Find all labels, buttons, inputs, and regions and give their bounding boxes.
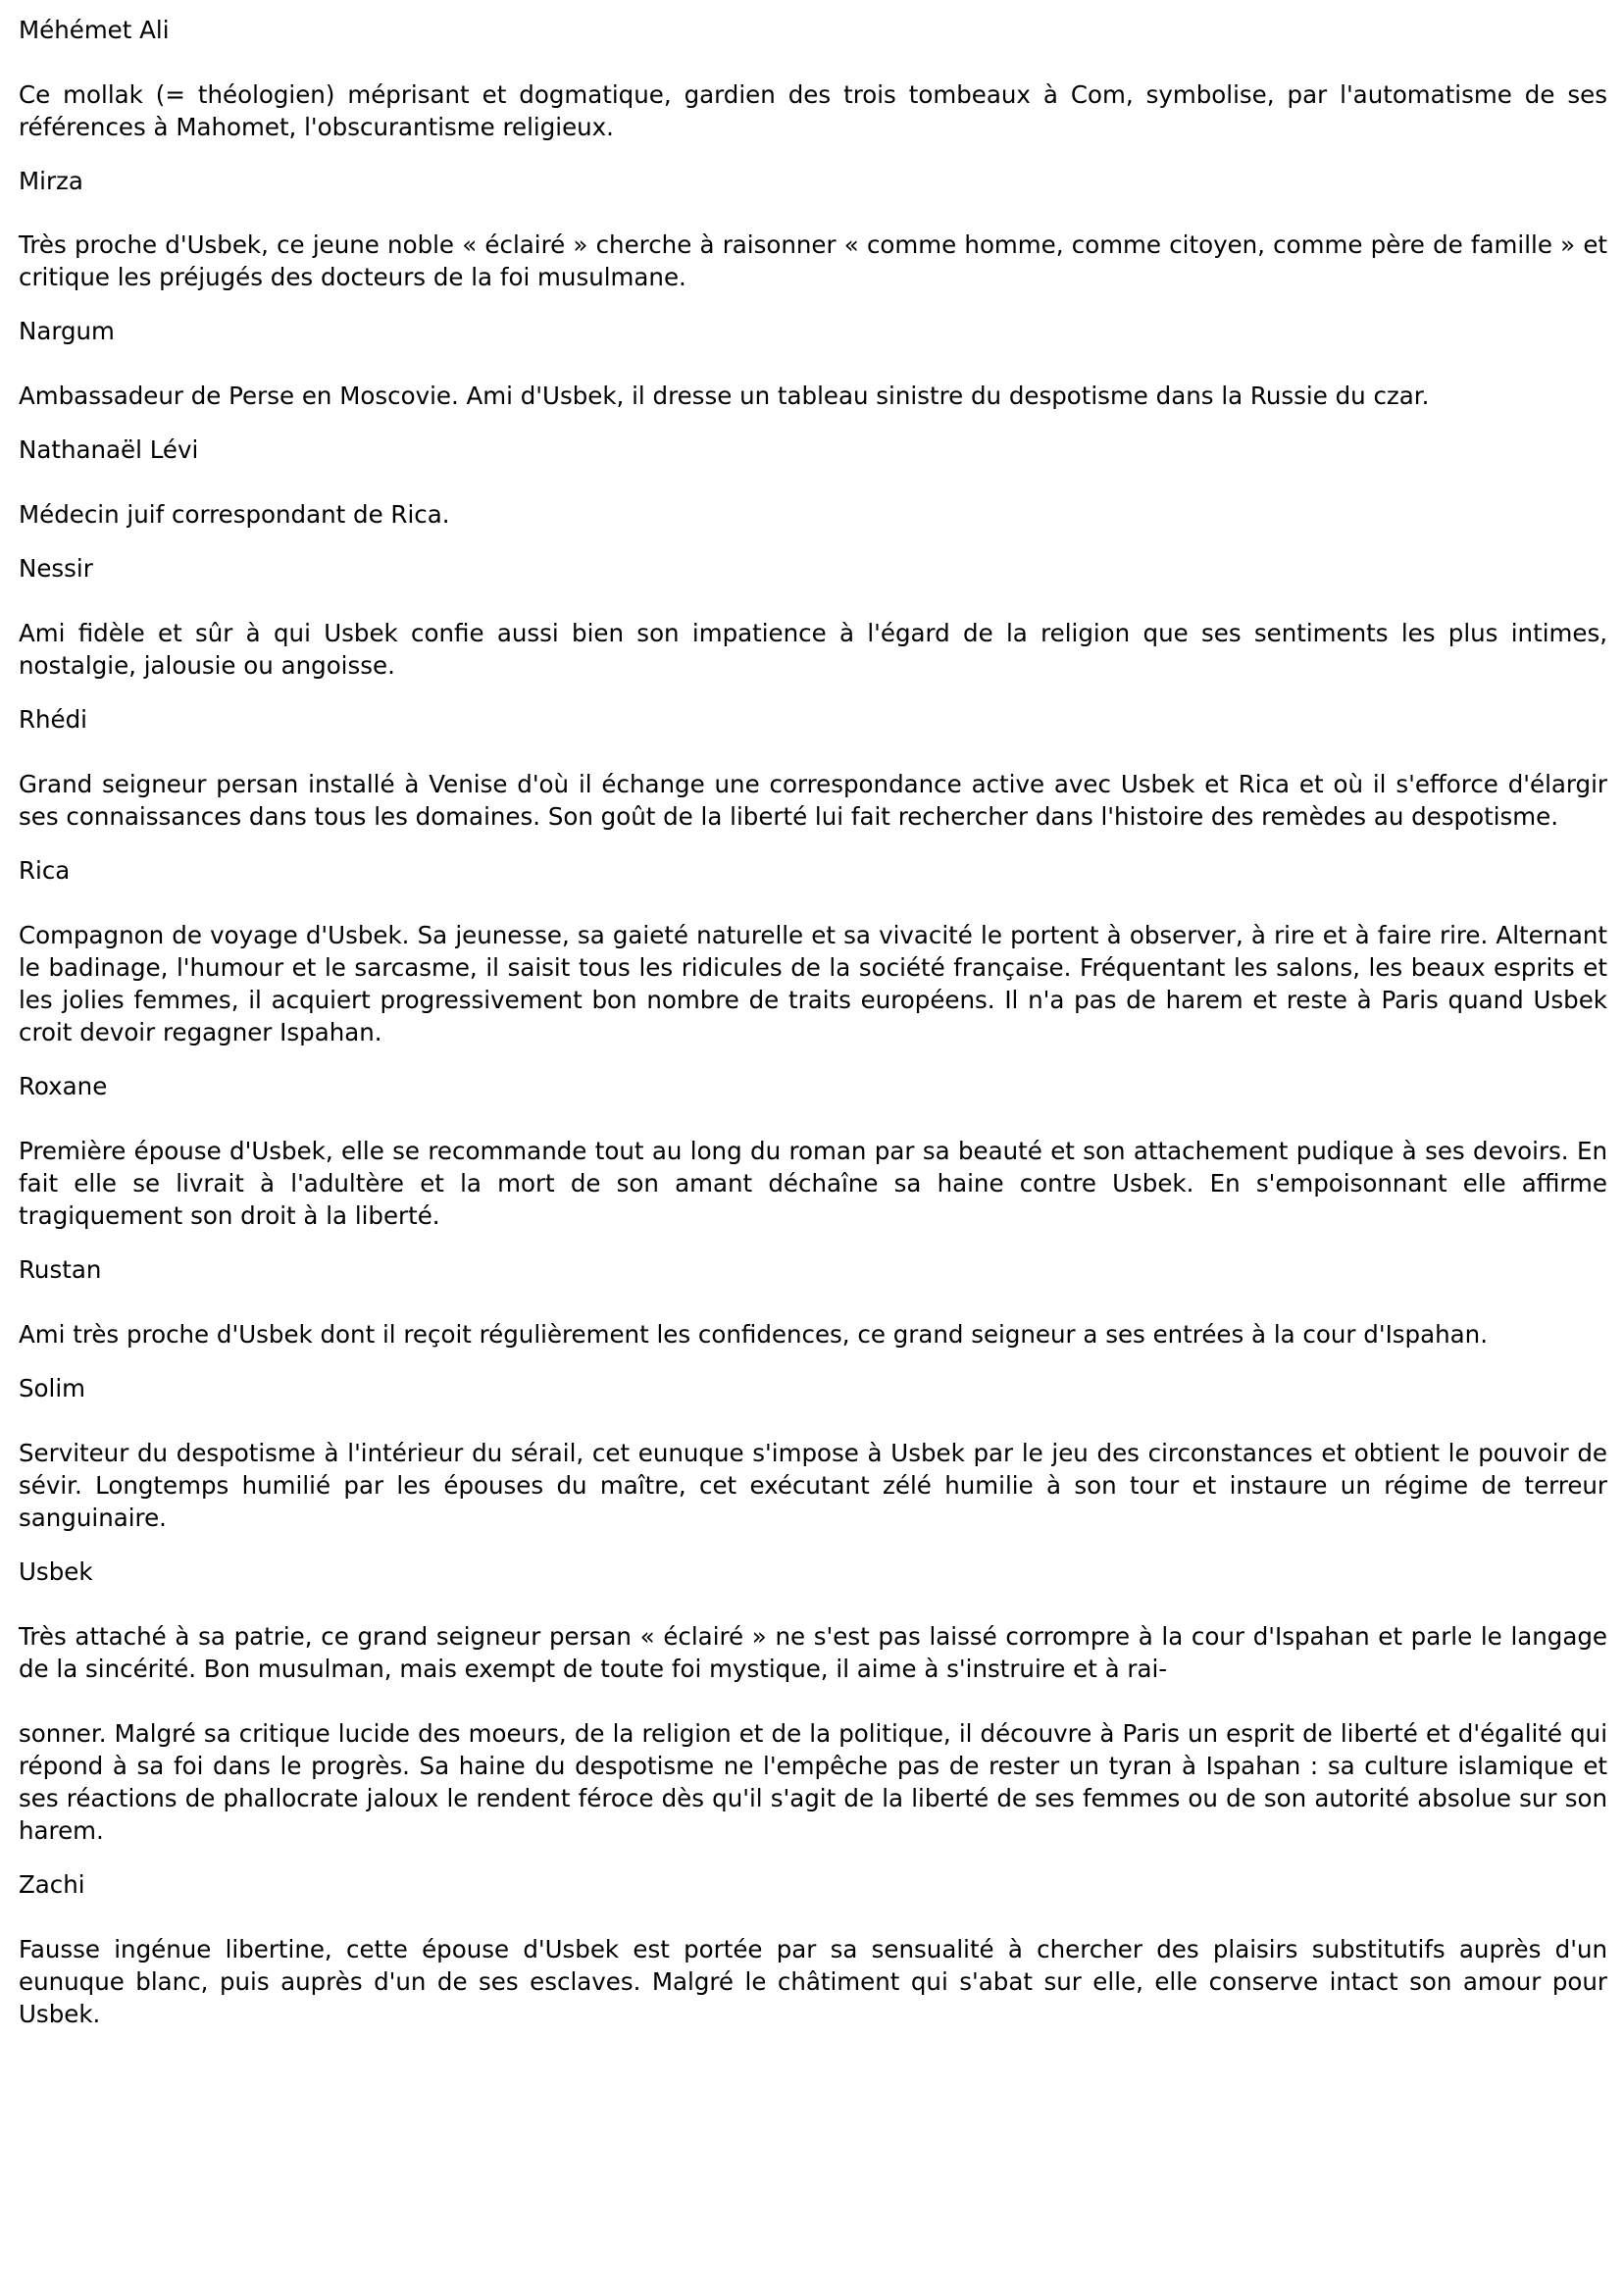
character-name: Rustan [19,1255,102,1284]
character-name: Zachi [19,1870,85,1899]
entry-nessir [19,552,1607,682]
character-description: Première épouse d'Usbek, elle se recommande tout au long du roman par sa beauté et son attachement pudique à ses devoirs. En fait elle se livrait à l'adultère et la mort de son amant déchaîne sa haine contre Usbek. En s'empoisonnant elle affirme tragiquement son droit à la liberté. [19,1137,1607,1230]
character-name: Solim [19,1374,86,1402]
entry-solim [19,1372,1607,1534]
character-name: Méhémet Ali [19,16,170,44]
entry-rhedi [19,703,1607,833]
document-page [19,14,1607,2030]
entry-mirza [19,165,1607,293]
character-name: Mirza [19,167,83,195]
character-description: Ami fidèle et sûr à qui Usbek confie aussi bien son impatience à l'égard de la religion que ses sentiments les plus intimes, nostalgie, jalousie ou angoisse. [19,619,1607,680]
entry-nathanael-levi [19,433,1607,531]
entry-zachi [19,1868,1607,2030]
character-name: Roxane [19,1072,108,1100]
entry-rustan [19,1253,1607,1351]
character-description: Fausse ingénue libertine, cette épouse d'Usbek est portée par sa sensualité à chercher des plaisirs substitutifs auprès d'un eunuque blanc, puis auprès d'un de ses esclaves. Malgré le châtiment qui s'abat sur elle, elle conserve intact son amour pour Usbek. [19,1935,1607,2028]
entry-mehemet-ali [19,14,1607,143]
character-description: Très attaché à sa patrie, ce grand seigneur persan « éclairé » ne s'est pas laissé corrompre à la cour d'Ispahan et parle le langage de la sincérité. Bon musulman, mais exempt de toute foi mystique, il aime à s'instruire et à rai- [19,1622,1607,1683]
character-description: Serviteur du despotisme à l'intérieur du sérail, cet eunuque s'impose à Usbek par le jeu des circonstances et obtient le pouvoir de sévir. Longtemps humilié par les épouses du maître, cet exécutant zélé humilie à son tour et instaure un régime de terreur sanguinaire. [19,1439,1607,1532]
entry-rica [19,854,1607,1048]
character-description: Très proche d'Usbek, ce jeune noble « éclairé » cherche à raisonner « comme homme, comme citoyen, comme père de famille » et critique les préjugés des docteurs de la foi musulmane. [19,230,1607,291]
character-description: Ce mollak (= théologien) méprisant et dogmatique, gardien des trois tombeaux à Com, symbolise, par l'automatisme de ses références à Mahomet, l'obscurantisme religieux. [19,80,1607,141]
character-name: Usbek [19,1557,93,1586]
entry-roxane [19,1070,1607,1232]
entry-nargum [19,315,1607,412]
character-description: Ami très proche d'Usbek dont il reçoit régulièrement les confidences, ce grand seigneur a ses entrées à la cour d'Ispahan. [19,1320,1488,1349]
character-name: Nessir [19,554,93,583]
entry-usbek [19,1555,1607,1847]
character-name: Rica [19,856,71,885]
character-description: Ambassadeur de Perse en Moscovie. Ami d'Usbek, il dresse un tableau sinistre du despotisme dans la Russie du czar. [19,382,1430,410]
character-description: Grand seigneur persan installé à Venise d'où il échange une correspondance active avec Usbek et Rica et où il s'efforce d'élargir ses connaissances dans tous les domaines. Son goût de la liberté lui fait rechercher dans l'histoire des remèdes au despotisme. [19,770,1607,831]
character-name: Nargum [19,317,115,345]
character-name: Rhédi [19,705,87,734]
character-name: Nathanaël Lévi [19,435,199,464]
character-description: Médecin juif correspondant de Rica. [19,500,450,529]
character-description: Compagnon de voyage d'Usbek. Sa jeunesse, sa gaieté naturelle et sa vivacité le portent à observer, à rire et à faire rire. Alternant le badinage, l'humour et le sarcasme, il saisit tous les ridicules de la société française. Fréquentant les salons, les beaux esprits et les jolies femmes, il acquiert progressivement bon nombre de traits européens. Il n'a pas de harem et reste à Paris quand Usbek croit devoir regagner Ispahan. [19,921,1607,1046]
character-description-continued: sonner. Malgré sa critique lucide des moeurs, de la religion et de la politique, il découvre à Paris un esprit de liberté et d'égalité qui répond à sa foi dans le progrès. Sa haine du despotisme ne l'empêche pas de rester un tyran à Ispahan : sa culture islamique et ses réactions de phallocrate jaloux le rendent féroce dès qu'il s'agit de la liberté de ses femmes ou de son autorité absolue sur son harem. [19,1719,1607,1845]
